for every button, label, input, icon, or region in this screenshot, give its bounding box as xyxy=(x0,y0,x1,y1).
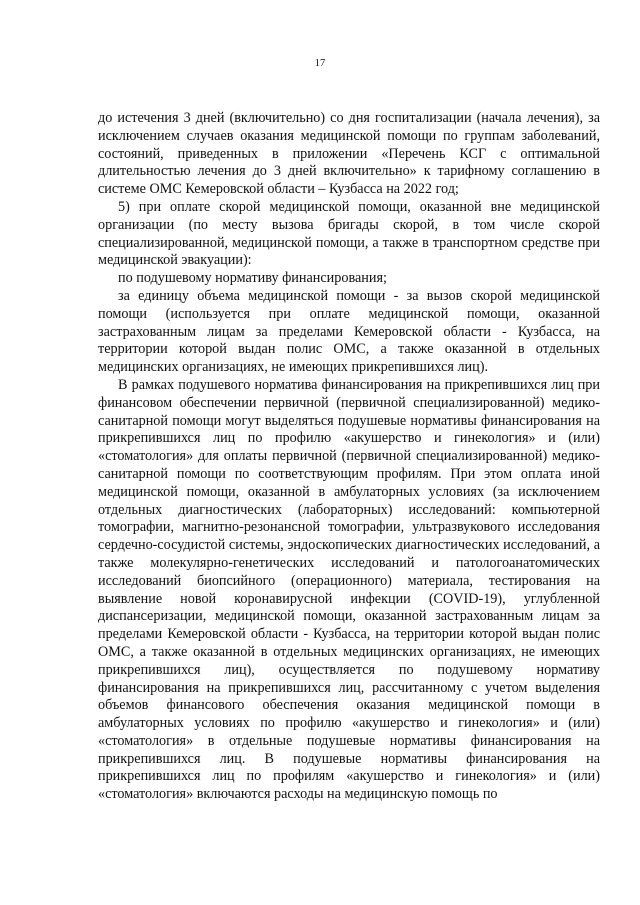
paragraph: за единицу объема медицинской помощи - за вызов скорой медицинской помощи (используется при оплате медицинской помощи, оказанной застрахованным лицам за пределами Кемеровской области - Кузбасса, на территории которой выдан полис ОМС, а также оказанной в отдельных медицинских организациях, не имеющих прикрепившихся лиц). xyxy=(98,287,600,376)
page-number: 17 xyxy=(314,58,326,69)
paragraph: В рамках подушевого норматива финансирования на прикрепившихся лиц при финансовом обеспечении первичной (первичной специализированной) медико-санитарной помощи могут выделяться подушевые нормативы финансирования на прикрепившихся лиц по профилю «акушерство и гинекология» и (или) «стоматология» для оплаты первичной (первичной специализированной) медико-санитарной помощи по соответствующим профилям. При этом оплата иной медицинской помощи, оказанной в амбулаторных условиях (за исключением отдельных диагностических (лабораторных) исследований: компьютерной томографии, магнитно-резонансной томографии, ультразвукового исследования сердечно-сосудистой системы, эндоскопических диагностических исследований, а также молекулярно-генетических исследований и патологоанатомических исследований биопсийного (операционного) материала, тестирования на выявление новой коронавирусной инфекции (COVID-19), углубленной диспансеризации, медицинской помощи, оказанной застрахованным лицам за пределами Кемеровской области - Кузбасса, на территории которой выдан полис ОМС, а также оказанной в отдельных медицинских организациях, не имеющих прикрепившихся лиц), осуществляется по подушевому нормативу финансирования на прикрепившихся лиц, рассчитанному с учетом выделения объемов финансового обеспечения оказания медицинской помощи в амбулаторных условиях по профилю «акушерство и гинекология» и (или) «стоматология» в отдельные подушевые нормативы финансирования на прикрепившихся лиц. В подушевые нормативы финансирования на прикрепившихся лиц по профилям «акушерство и гинекология» и (или) «стоматология» включаются расходы на медицинскую помощь по xyxy=(98,376,600,803)
paragraph: по подушевому нормативу финансирования; xyxy=(118,270,387,287)
paragraph: до истечения 3 дней (включительно) со дня госпитализации (начала лечения), за исключением случаев оказания медицинской помощи по группам заболеваний, состояний, приведенных в приложении «Перечень КСГ с оптимальной длительностью лечения до 3 дней включительно» к тарифному соглашению в системе ОМС Кемеровской области – Кузбасса на 2022 год; xyxy=(98,110,600,198)
document-body xyxy=(98,110,600,804)
paragraph: 5) при оплате скорой медицинской помощи, оказанной вне медицинской организации (по месту вызова бригады скорой, в том числе скорой специализированной, медицинской помощи, а также в транспортном средстве при медицинской эвакуации): xyxy=(98,198,600,269)
